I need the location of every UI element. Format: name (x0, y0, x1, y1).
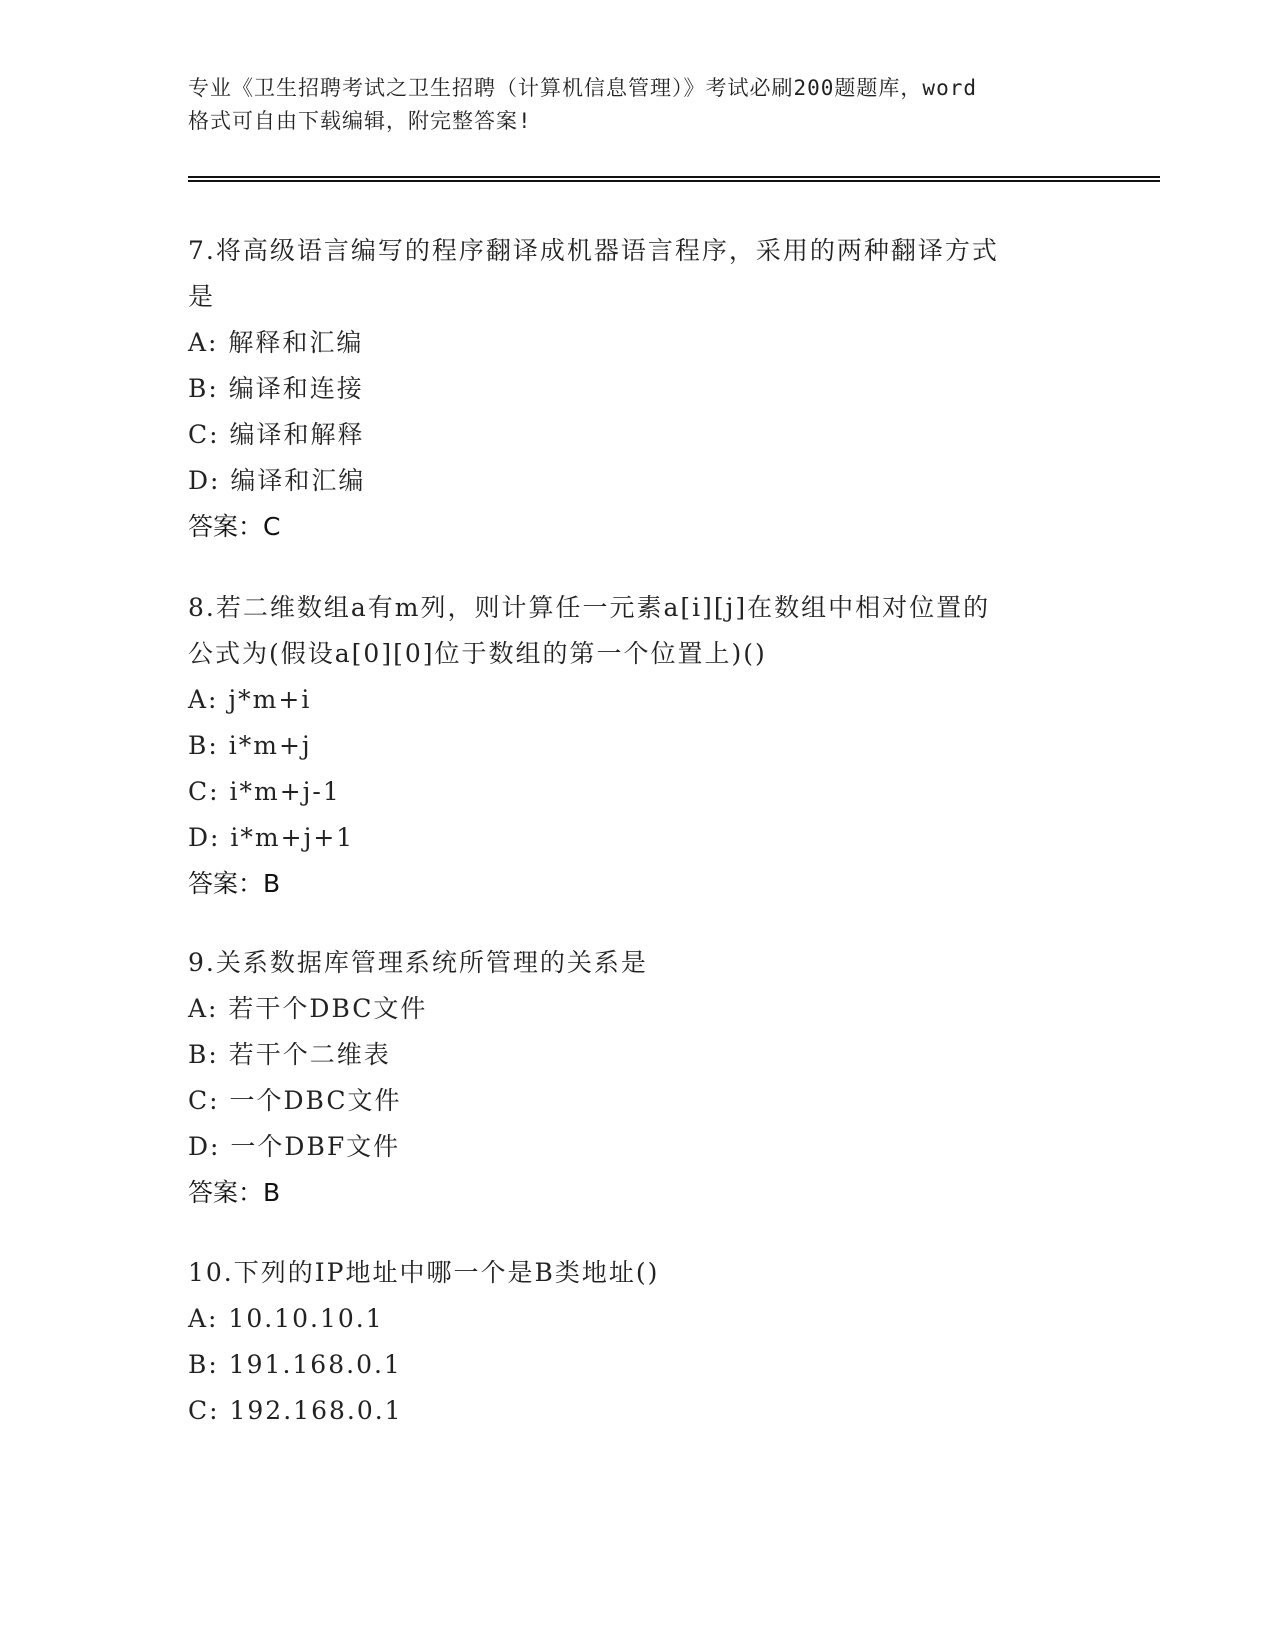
document-header (188, 72, 1088, 138)
option-a: A: 10.10.10.1 (188, 1304, 384, 1333)
question-stem-continued: 公式为(假设a[0][0]位于数组的第一个位置上)() (188, 639, 767, 668)
question-stem-continued: 是 (188, 282, 216, 311)
option-b: B: 191.168.0.1 (188, 1350, 402, 1379)
question-10 (188, 1250, 1088, 1434)
question-9 (188, 940, 1088, 1216)
answer: 答案：C (188, 512, 281, 541)
question-7 (188, 228, 1088, 550)
option-a: A: j*m+i (188, 685, 312, 714)
option-d: D: i*m+j+1 (188, 823, 355, 852)
option-c: C: 一个DBC文件 (188, 1086, 402, 1115)
option-c: C: 编译和解释 (188, 420, 365, 449)
header-divider (188, 176, 1160, 182)
option-c: C: i*m+j-1 (188, 777, 341, 806)
answer: 答案：B (188, 869, 281, 898)
option-b: B: i*m+j (188, 731, 312, 760)
question-stem: 8.若二维数组a有m列，则计算任一元素a[i][j]在数组中相对位置的 (188, 593, 991, 622)
option-a: A: 若干个DBC文件 (188, 994, 428, 1023)
option-c: C: 192.168.0.1 (188, 1396, 403, 1425)
answer: 答案：B (188, 1178, 281, 1207)
header-line-2: 格式可自由下载编辑，附完整答案! (188, 109, 532, 133)
question-8 (188, 585, 1088, 907)
question-stem: 10.下列的IP地址中哪一个是B类地址() (188, 1258, 660, 1287)
question-stem: 7.将高级语言编写的程序翻译成机器语言程序，采用的两种翻译方式 (188, 236, 999, 265)
option-b: B: 若干个二维表 (188, 1040, 391, 1069)
option-d: D: 编译和汇编 (188, 466, 366, 495)
option-a: A: 解释和汇编 (188, 328, 364, 357)
option-d: D: 一个DBF文件 (188, 1132, 401, 1161)
question-stem: 9.关系数据库管理系统所管理的关系是 (188, 948, 648, 977)
header-line-1: 专业《卫生招聘考试之卫生招聘（计算机信息管理）》考试必刷200题题库，word (188, 76, 977, 100)
option-b: B: 编译和连接 (188, 374, 364, 403)
